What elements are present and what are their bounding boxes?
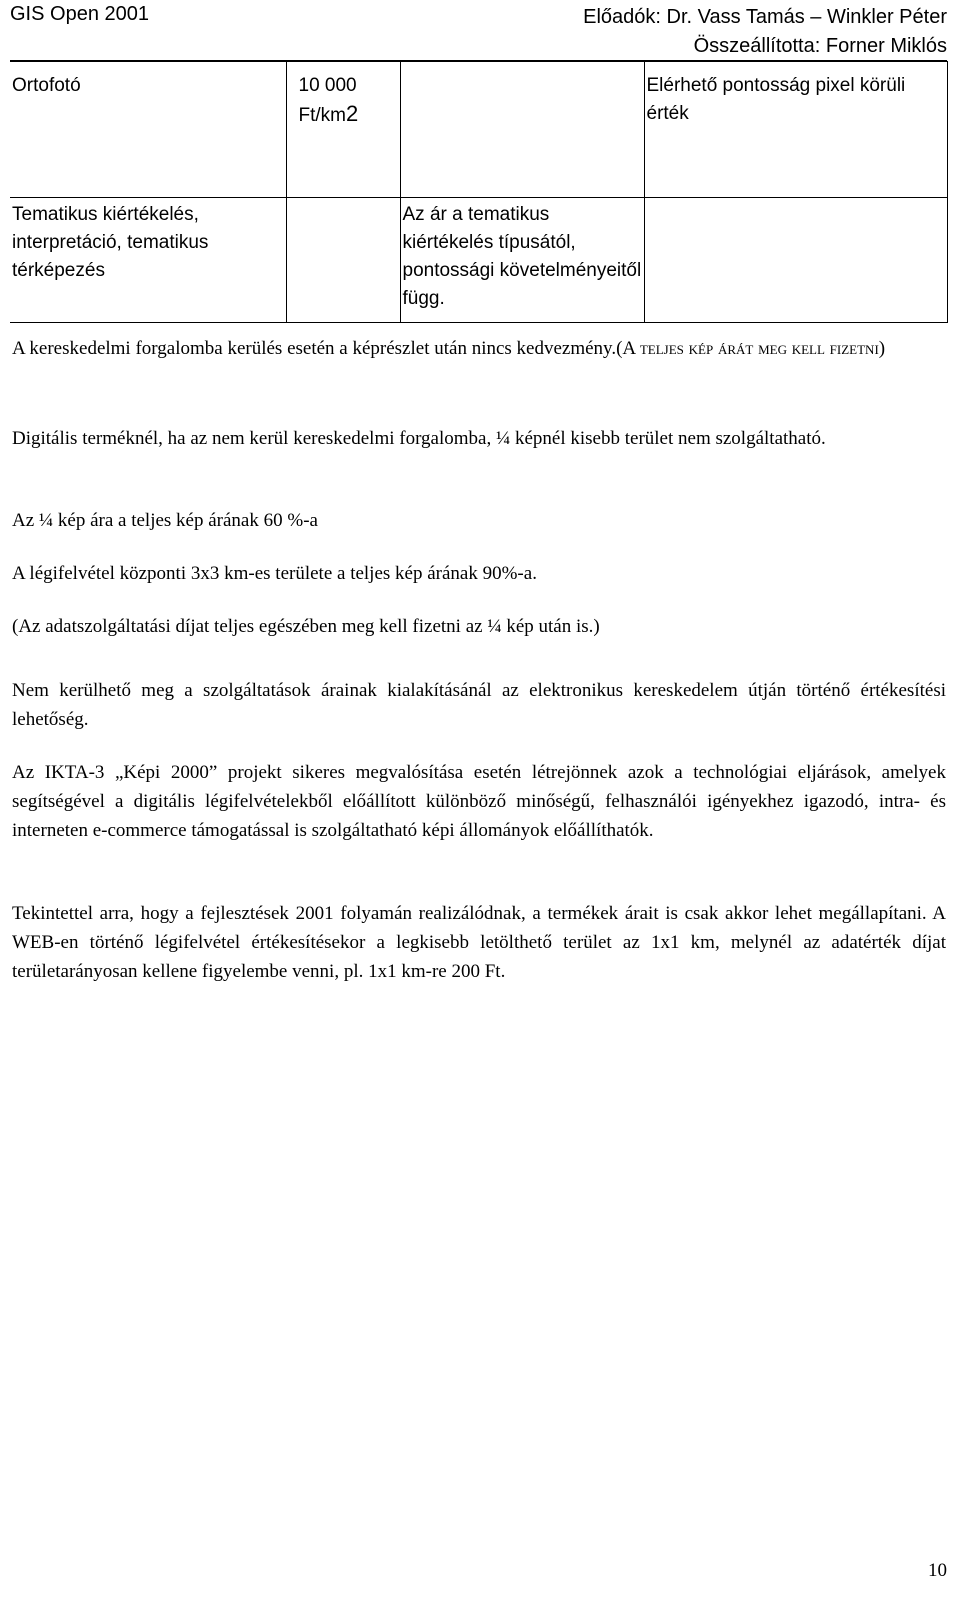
price-note: Az ár a tematikus kiértékelés típusától, pontossági követelményeitől függ. (402, 204, 642, 309)
paragraph-2: Digitális terméknél, ha az nem kerül kereskedelmi forgalomba, ¼ képnél kisebb terület nem szolgáltatható. (12, 428, 826, 449)
paragraph-8: Tekintettel arra, hogy a fejlesztések 2001 folyamán realizálódnak, a termékek árait is csak akkor lehet megállapítani. A WEB-en történő légifelvétel értékesítésekor a legkisebb letölthető terület az 1x1 km, melynél az adatérték díjat területarányosan kellene figyelembe venni, pl. 1x1 km-re 200 Ft. (12, 903, 946, 982)
header-authors (583, 3, 947, 61)
header-presenters: Előadók: Dr. Vass Tamás – Winkler Péter (583, 6, 947, 28)
table-row (10, 198, 947, 323)
table-cell (644, 62, 947, 198)
paragraph-4: A légifelvétel központi 3x3 km-es területe a teljes kép árának 90%-a. (12, 563, 537, 584)
accuracy-note: Elérhető pontosság pixel körüli érték (646, 75, 906, 124)
paragraph-6: Nem kerülhető meg a szolgáltatások árainak kialakításánál az elektronikus kereskedelem útján történő értékesítési lehetőség. (12, 680, 946, 730)
table-cell (10, 62, 286, 198)
page-header (10, 0, 947, 61)
table-cell (286, 198, 400, 323)
table-cell (400, 62, 644, 198)
unit-superscript: 2 (346, 101, 359, 126)
product-name: Ortofotó (12, 75, 81, 96)
paragraph-1-tail: (A teljes kép árát meg kell fizetni) (616, 338, 886, 359)
header-title: GIS Open 2001 (10, 3, 149, 25)
price-unit: Ft/km2 (298, 101, 359, 126)
paragraph-7: Az IKTA-3 „Képi 2000” projekt sikeres megvalósítása esetén létrejönnek azok a technológiai eljárások, amelyek segítségével a digitális légifelvételekből előállított különböző minőségű, felhasználói igényekhez igazodó, intra- és interneten e-commerce támogatással is szolgáltatható képi állományok előállíthatók. (12, 762, 946, 841)
paragraph-5: (Az adatszolgáltatási díjat teljes egészében meg kell fizetni az ¼ kép után is.) (12, 616, 600, 637)
table-cell (400, 198, 644, 323)
price-value: 10 000 (298, 75, 357, 96)
paragraph-3: Az ¼ kép ára a teljes kép árának 60 %-a (12, 510, 318, 531)
price-table (10, 61, 948, 323)
page-number: 10 (928, 1560, 947, 1581)
table-cell (286, 62, 400, 198)
table-cell (10, 198, 286, 323)
service-name: Tematikus kiértékelés, interpretáció, tematikus térképezés (12, 204, 209, 281)
paragraph-1: A kereskedelmi forgalomba kerülés esetén a képrészlet után nincs kedvezmény.(A teljes kép árát meg kell fizetni) (12, 338, 886, 359)
table-cell (644, 198, 947, 323)
table-row (10, 62, 947, 198)
header-compiler: Összeállította: Forner Miklós (693, 35, 947, 57)
